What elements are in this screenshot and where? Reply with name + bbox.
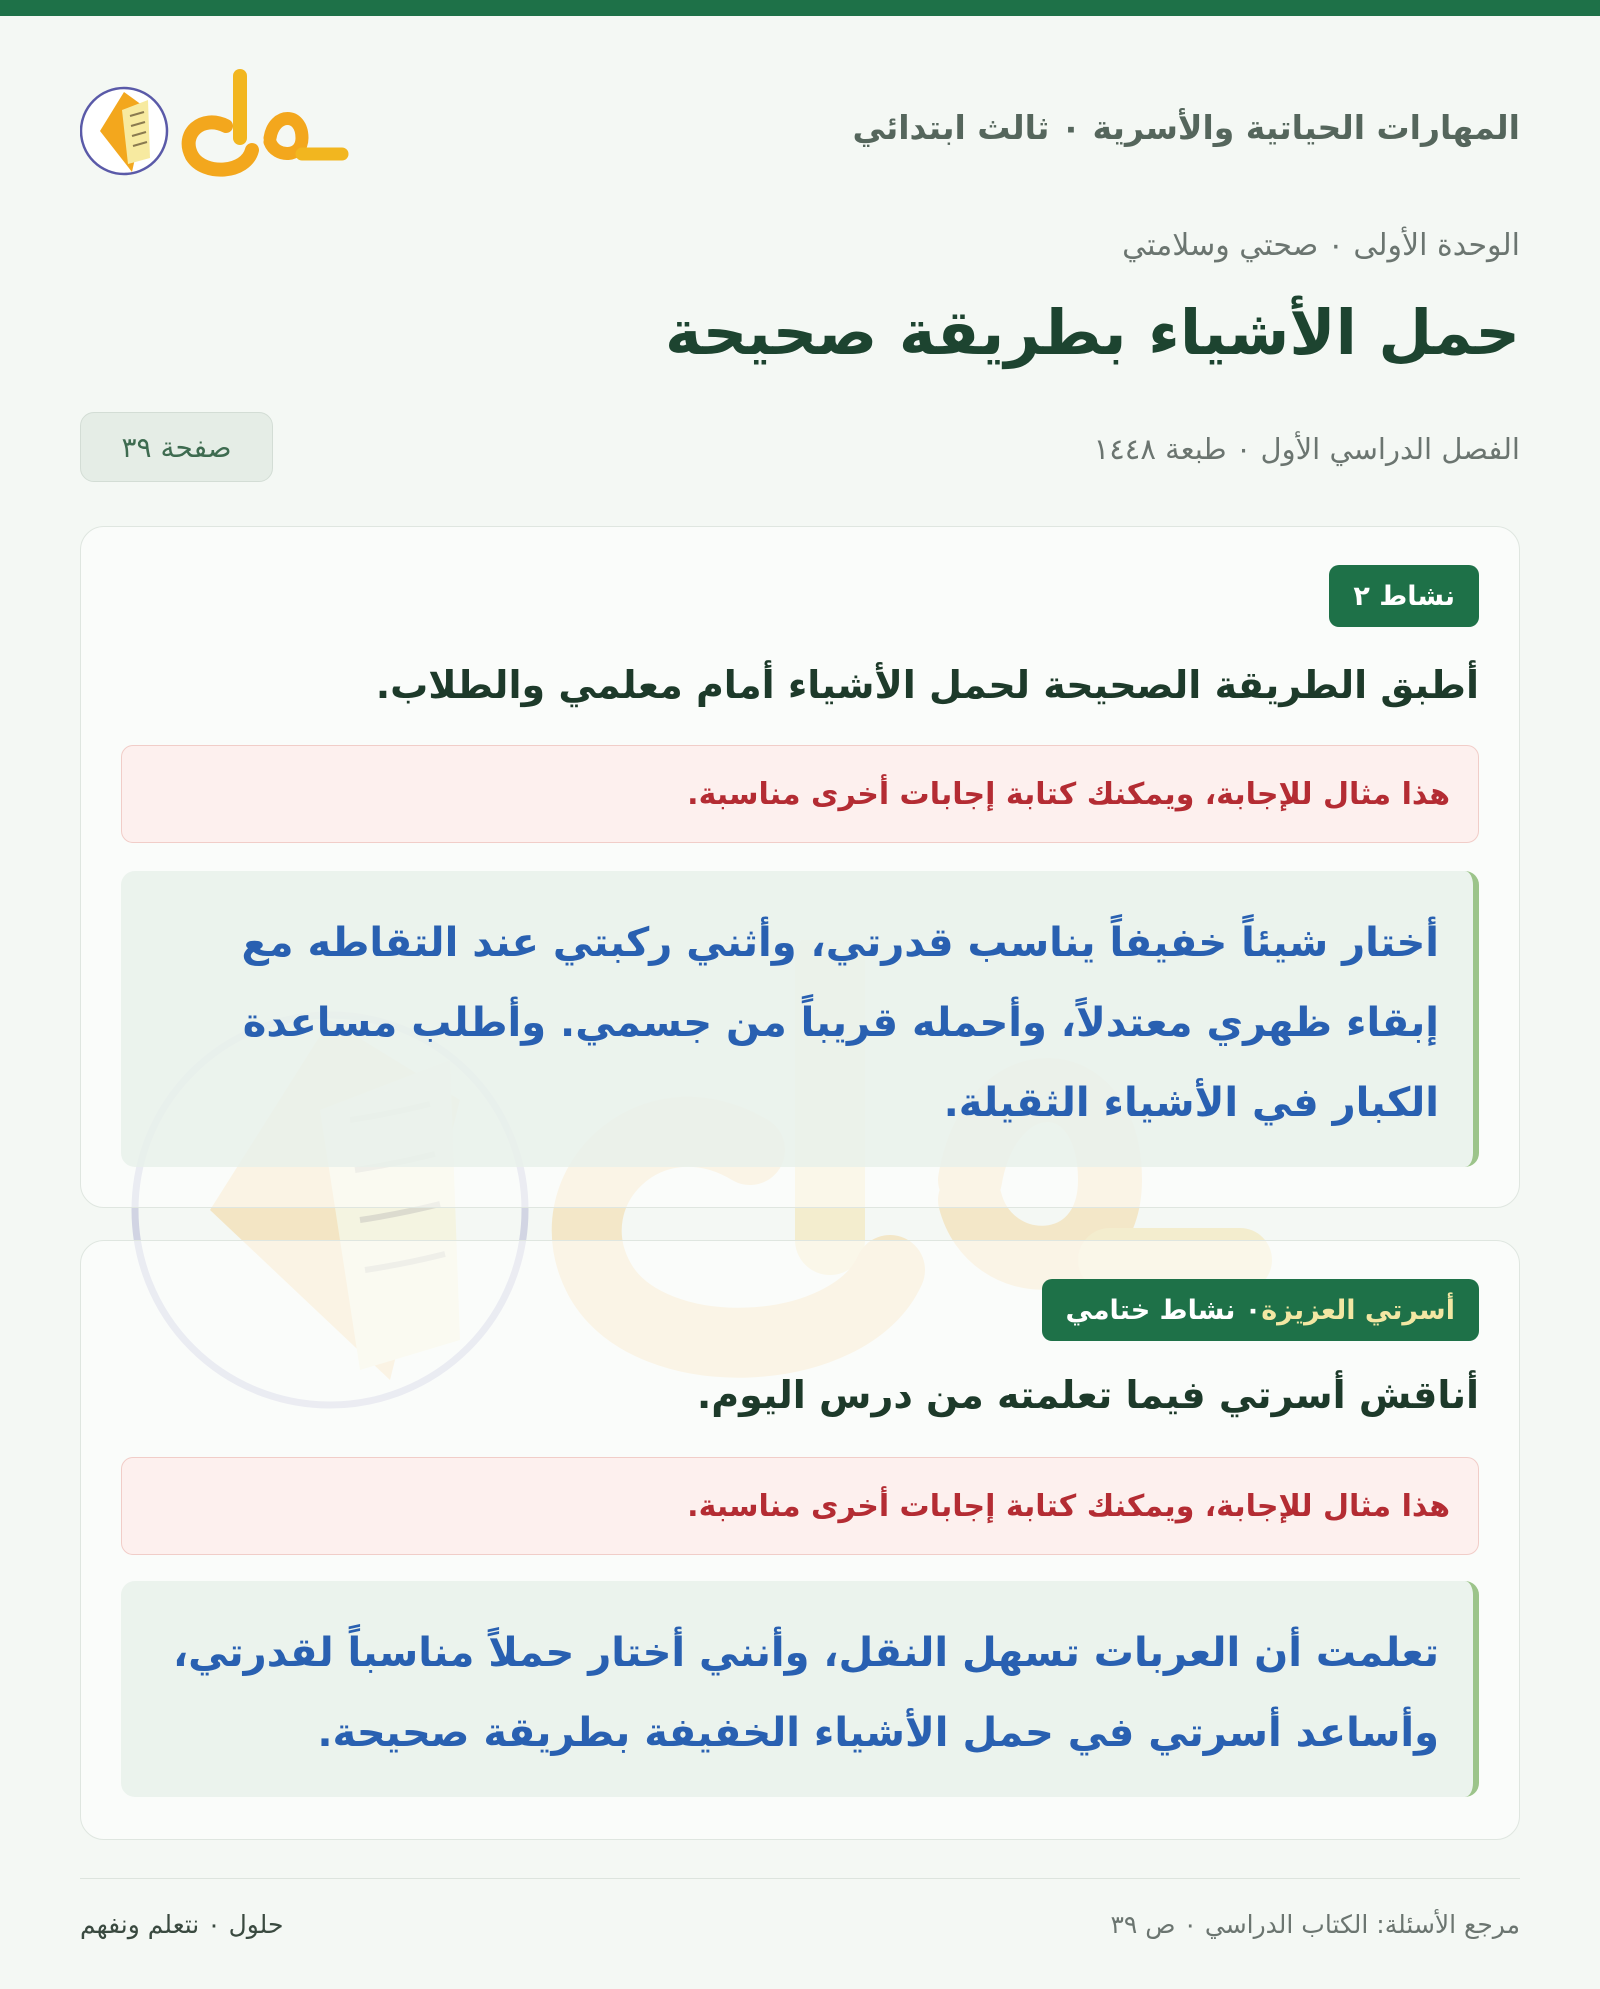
tag-accent-text: أسرتي العزيزة [1261, 1294, 1455, 1326]
activity-tag: نشاط ٢ [1329, 565, 1479, 627]
answer-text: تعلمت أن العربات تسهل النقل، وأنني أختار حملاً مناسباً لقدرتي، وأساعد أسرتي في حمل الأشياء الخفيفة بطريقة صحيحة. [121, 1581, 1479, 1797]
page-title: حمل الأشياء بطريقة صحيحة [665, 296, 1520, 369]
activity-tag [1042, 1279, 1480, 1341]
unit-label: الوحدة الأولى ٠ صحتي وسلامتي [1122, 228, 1520, 263]
answer-text: أختار شيئاً خفيفاً يناسب قدرتي، وأثني ركبتي عند التقاطه مع إبقاء ظهري معتدلاً، وأحمله قريباً من جسمي. وأطلب مساعدة الكبار في الأشياء الثقيلة. [121, 871, 1479, 1167]
closing-activity-card [80, 1240, 1520, 1840]
footer-divider [80, 1878, 1520, 1879]
question-text: أناقش أسرتي فيما تعلمته من درس اليوم. [696, 1373, 1479, 1417]
header [80, 68, 1520, 188]
footer-reference: مرجع الأسئلة: الكتاب الدراسي ٠ ص ٣٩ [1110, 1910, 1520, 1939]
top-accent-bar [0, 0, 1600, 16]
activity-card [80, 526, 1520, 1208]
term-edition: الفصل الدراسي الأول ٠ طبعة ١٤٤٨ [1093, 432, 1520, 466]
subject-grade: المهارات الحياتية والأسرية ٠ ثالث ابتدائي [852, 108, 1520, 147]
footer-tagline: حلول ٠ نتعلم ونفهم [80, 1910, 284, 1939]
hulool-logo [80, 68, 360, 188]
tag-text: ٠ نشاط ختامي [1065, 1294, 1262, 1326]
sample-answer-note: هذا مثال للإجابة، ويمكنك كتابة إجابات أخرى مناسبة. [121, 1457, 1479, 1555]
page-number-badge: صفحة ٣٩ [80, 412, 273, 482]
question-text: أطبق الطريقة الصحيحة لحمل الأشياء أمام معلمي والطلاب. [375, 663, 1479, 707]
sample-answer-note: هذا مثال للإجابة، ويمكنك كتابة إجابات أخرى مناسبة. [121, 745, 1479, 843]
